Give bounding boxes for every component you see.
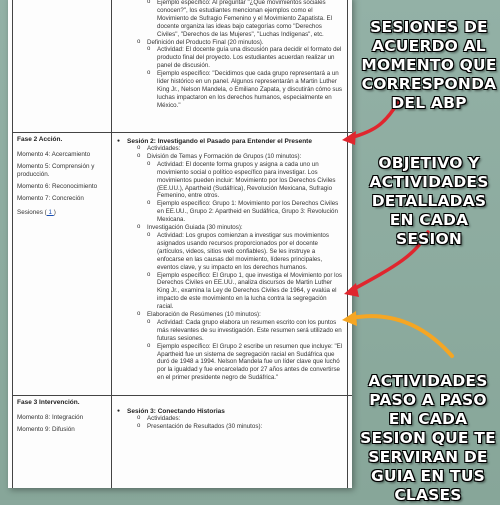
sessions-label: Sesiones ( 1 ) [17,209,56,216]
list-item: o Actividad: El docente guía una discusión para decidir el formato del producto final del proyecto. Los estudiantes acuerdan realizar un panel de discusión. [147,46,343,70]
list-item: o Ejemplo específico: El Grupo 2 escribe un resumen que incluye: "El Apartheid fue un sistema de segregación racial en Sudáfrica que duró de 1948 a 1994. Nelson Mandela fue un líder clave que luchó por la igualdad y fue encarcelado por 27 años antes de convertirse en el primer presidente negro de Sudáfrica." [147,343,343,383]
content-cell [111,133,348,396]
list-item: o Elaboración de Resúmenes (10 minutos): [137,311,343,319]
list-item: o División de Temas y Formación de Grupos (10 minutos): [137,153,343,161]
phase-cell [12,0,112,132]
list-item: o Definición del Producto Final (20 minutos). [137,39,343,47]
table-row [12,0,352,132]
session-title: ● Sesión 2: Investigando el Pasado para Entender el Presente [111,138,347,145]
phase-title: Fase 2 Acción. [17,136,63,143]
content-cell [111,0,348,132]
list-item: o Actividad: Cada grupo elabora un resumen escrito con los puntos más relevantes de su investigación. Este resumen será utilizado en futuras sesiones. [147,319,343,343]
moment-label: Momento 9: Difusión [17,426,75,433]
list-item: o Actividad: Los grupos comienzan a investigar sus movimientos asignados usando recursos proporcionados por el docente (artículos, videos, sitios web confiables). Se les instruye a enfocarse en las causas del movimiento, líderes principales, eventos clave, y su impacto en los derechos humanos. [147,232,343,272]
annotation-activities-note: ACTIVIDADES PASO A PASO EN CADA SESION QUE TE SERVIRAN DE GUIA EN TUS CLASES [360,372,496,504]
moment-label: Momento 6: Reconocimiento [17,183,98,190]
table-row [12,395,352,488]
list-item: o Ejemplo específico: "Decidimos que cada grupo representará a un líder histórico en un panel. Algunos representarán a Martin Luther King Jr., Nelson Mandela, o Emiliano Zapata, y discutirán cómo sus luchas impactaron en los derechos humanos, especialmente en México." [147,70,343,110]
lesson-plan-sheet [8,0,352,488]
phase-cell [12,133,112,396]
content-cell [111,396,348,488]
annotation-objectives-note: OBJETIVO Y ACTIVIDADES DETALLADAS EN CADA SESION [369,154,489,248]
table-row [12,132,352,396]
list-item: o Actividades: [137,415,343,423]
list-item: o Ejemplo específico: Grupo 1: Movimiento por los Derechos Civiles en EE.UU., Grupo 2: Apartheid en Sudáfrica, Grupo 3: Revolución Mexicana. [147,200,343,224]
list-item: o Actividad: El docente forma grupos y asigna a cada uno un movimiento social o político específico para investigar. Los movimientos pueden incluir: Movimiento por los Derechos Civiles (EE.UU.), Apartheid (Sudáfrica), Revolución Mexicana, Sufragio Femenino, entre otros. [147,161,343,201]
moment-label: Momento 4: Acercamiento [17,151,91,158]
sessions-link[interactable]: 1 [46,209,54,216]
list-item: o Actividades: [137,145,343,153]
list-item: o Ejemplo específico: El Grupo 1, que investiga el Movimiento por los Derechos Civiles en EE.UU., analiza discursos de Martin Luther King Jr., examina la Ley de Derechos Civiles de 1964, y evalúa el impacto de este movimiento en la lucha contra la segregación racial. [147,272,343,312]
session-title: ● Sesión 3: Conectando Historias [111,408,347,415]
annotation-sessions-note: SESIONES DE ACUERDO AL MOMENTO QUE CORRESPONDA DEL ABP [361,18,497,112]
moment-label: Momento 7: Concreción [17,195,84,202]
moment-label: Momento 8: Integración [17,414,84,421]
phase-cell [12,396,112,488]
phase-title: Fase 3 Intervención. [17,399,80,406]
moment-label: Momento 5: Comprensión y producción. [17,163,95,178]
list-item: o Presentación de Resultados (30 minutos): [137,423,343,431]
list-item: o Investigación Guiada (30 minutos): [137,224,343,232]
list-item: o Ejemplo específico: Al preguntar "¿Qué movimientos sociales conocen?", los estudiantes mencionan ejemplos como el Movimiento de Sufragio Femenino y el Movimiento Zapatista. El docente organiza las ideas bajo categorías como "Derechos Civiles", "Derechos de las Mujeres", "Luchas Indígenas", etc. [147,0,343,39]
